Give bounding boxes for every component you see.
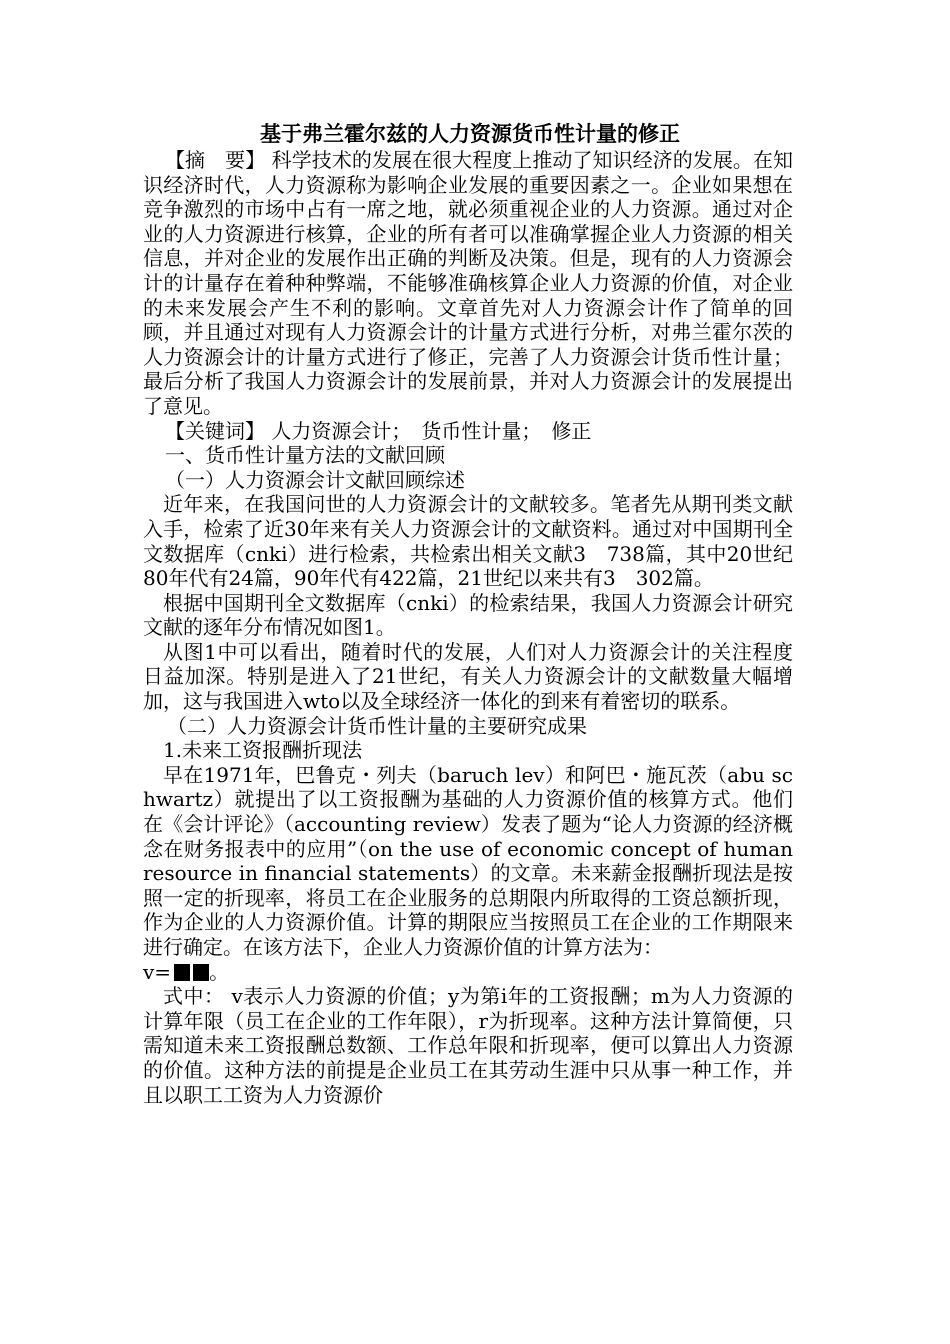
formula-suffix: 。 (209, 959, 230, 984)
body-paragraph-5: 式中： v表示人力资源的价值；y为第i年的工资报酬；m为人力资源的计算年限（员工在企业的工作年限），r为折现率。这种方法计算简便，只需知道未来工资报酬总数额、工作总年限和折现率，便可以算出人力资源的价值。这种方法的前提是企业员工在其劳动生涯中只从事一种工作，并且以职工工资为人力资源价 (143, 984, 793, 1107)
body-paragraph-1: 近年来，在我国问世的人力资源会计的文献较多。笔者先从期刊类文献入手，检索了近30年来有关人力资源会计的文献资料。通过对中国期刊全文数据库（cnki）进行检索，共检索出相关文献3 738篇，其中20世纪80年代有24篇，90年代有422篇，21世纪以来共有3 302篇。 (143, 492, 793, 591)
abstract-label: 【摘 要】 (165, 148, 266, 172)
subsection-heading-1-2: （二）人力资源会计货币性计量的主要研究成果 (167, 713, 587, 738)
body-paragraph-3: 从图1中可以看出，随着时代的发展，人们对人力资源会计的关注程度日益加深。特别是进入了21世纪，有关人力资源会计的文献数量大幅增加，这与我国进入wto以及全球经济一体化的到来有着密切的联系。 (143, 639, 793, 714)
formula-line (143, 960, 793, 985)
document-page (143, 120, 793, 1107)
section-heading-1: 一、货币性计量方法的文献回顾 (165, 443, 445, 468)
abstract-text: 科学技术的发展在很大程度上推动了知识经济的发展。在知识经济时代，人力资源称为影响企业发展的重要因素之一。企业如果想在竞争激烈的市场中占有一席之地，就必须重视企业的人力资源。通过对企业的人力资源进行核算，企业的所有者可以准确掌握企业人力资源的相关信息，并对企业的发展作出正确的判断及决策。但是，现有的人力资源会计的计量存在着种种弊端，不能够准确核算企业人力资源的价值，对企业的未来发展会产生不利的影响。文章首先对人力资源会计作了简单的回顾，并且通过对现有人力资源会计的计量方式进行分析，对弗兰霍尔茨的人力资源会计的计量方式进行了修正，完善了人力资源会计货币性计量；最后分析了我国人力资源会计的发展前景，并对人力资源会计的发展提出了意见。 (143, 148, 793, 418)
keywords-paragraph (143, 419, 793, 444)
abstract-paragraph (143, 148, 793, 419)
formula-prefix: v= (143, 959, 172, 984)
body-paragraph-4: 早在1971年，巴鲁克・列夫（baruch lev）和阿巴・施瓦茨（abu schwartz）就提出了以工资报酬为基础的人力资源价值的核算方式。他们在《会计评论》（accounting review）发表了题为“论人力资源的经济概念在财务报表中的应用”（on the use of economic concept of human resource in financial statements）的文章。未来薪金报酬折现法是按照一定的折现率，将员工在企业服务的总期限内所取得的工资总额折现，作为企业的人力资源价值。计算的期限应当按照员工在企业的工作期限来进行确定。在该方法下，企业人力资源价值的计算方法为： (143, 762, 793, 959)
body-paragraph-2: 根据中国期刊全文数据库（cnki）的检索结果，我国人力资源会计研究文献的逐年分布情况如图1。 (143, 590, 793, 640)
method-heading-1: 1.未来工资报酬折现法 (163, 738, 363, 763)
subsection-heading-1-1: （一）人力资源会计文献回顾综述 (165, 467, 465, 492)
keywords-text: 人力资源会计； 货币性计量； 修正 (265, 418, 592, 443)
formula-image-placeholder (174, 964, 190, 981)
document-title: 基于弗兰霍尔兹的人力资源货币性计量的修正 (260, 122, 680, 146)
keywords-label: 【关键词】 (165, 418, 265, 443)
formula-image-placeholder (193, 964, 209, 981)
